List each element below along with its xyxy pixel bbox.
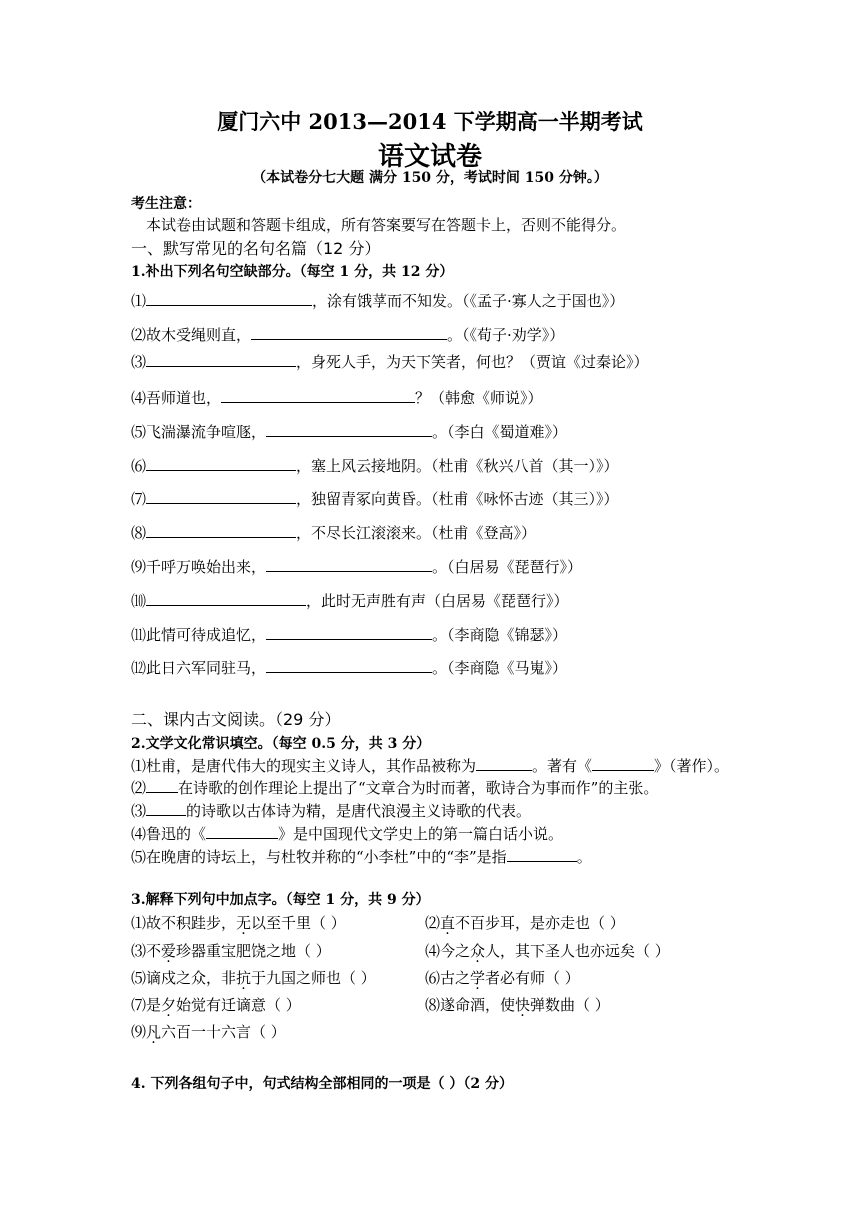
item-number: ⑹ — [131, 457, 147, 475]
q3-item-6: ⑹古之学者必有师（ ） — [425, 969, 580, 987]
answer-blank — [251, 325, 447, 340]
q2-line-3: ⑶ 的诗歌以古体诗为精，是唐代浪漫主义诗歌的代表。 — [131, 802, 532, 820]
q3-item-4: ⑷今之众人，其下圣人也亦远矣（ ） — [425, 942, 670, 960]
fill-item-4: ⑷吾师道也， ？（韩愈《师说》） — [131, 389, 543, 407]
answer-blank — [146, 778, 178, 793]
q3-item-3: ⑶不爱珍器重宝肥饶之地（ ） — [131, 942, 331, 960]
answer-blank — [146, 801, 186, 816]
exam-title: 厦门六中 2013—2014 下学期高一半期考试 — [217, 109, 643, 134]
item-number: ⑸ — [131, 423, 147, 441]
fill-item-1: ⑴ ，涂有饿莩而不知发。（《孟子·寡人之于国也》） — [131, 292, 625, 310]
answer-blank — [266, 625, 432, 640]
fill-item-9: ⑼千呼万唤始出来， 。（白居易《琵琶行》） — [131, 558, 583, 576]
fill-item-8: ⑻ ，不尽长江滚滚来。（杜甫《登高》） — [131, 524, 537, 542]
item-number: ⑶ — [131, 353, 147, 371]
question-4-title: 4. 下列各组句子中，句式结构全部相同的一项是（ ）（2 分） — [131, 1076, 513, 1092]
notice-label: 考生注意： — [131, 196, 201, 212]
dotted-char: 抗 — [236, 969, 252, 987]
q2-line-4: ⑷鲁迅的《 》是中国现代文学史上的第一篇白话小说。 — [131, 825, 564, 843]
fill-item-7: ⑺ ，独留青冢向黄昏。（杜甫《咏怀古迹（其三）》） — [131, 490, 619, 508]
dotted-char: 快 — [515, 996, 531, 1014]
fill-item-2: ⑵故木受绳则直， 。（《荀子·劝学》） — [131, 326, 565, 344]
dotted-char: 直 — [440, 914, 456, 932]
fill-item-12: ⑿此日六军同驻马， 。（李商隐《马嵬》） — [131, 659, 568, 677]
exam-subject-title: 语文试卷 — [377, 142, 482, 172]
answer-blank — [221, 388, 415, 403]
item-number: ⑺ — [131, 490, 147, 508]
dotted-char: 凡 — [146, 1023, 162, 1041]
item-number: ⑴ — [131, 292, 147, 310]
answer-blank — [266, 422, 432, 437]
answer-blank — [507, 847, 577, 862]
q3-item-5: ⑸谪戍之众，非抗于九国之师也（ ） — [131, 969, 376, 987]
question-2-title: 2.文学文化常识填空。（每空 0.5 分，共 3 分） — [131, 736, 431, 752]
answer-blank — [146, 523, 296, 538]
question-1-title: 1.补出下列名句空缺部分。（每空 1 分，共 12 分） — [131, 264, 454, 280]
section2-heading: 二、课内古文阅读。（29 分） — [131, 710, 341, 729]
q3-item-7: ⑺是夕始觉有迁谪意（ ） — [131, 996, 301, 1014]
section1-heading: 一、默写常见的名句名篇（12 分） — [131, 239, 381, 258]
fill-item-10: ⑽ ，此时无声胜有声（白居易《琵琶行》） — [131, 592, 569, 610]
dotted-char: 无 — [236, 914, 252, 932]
item-number: ⑻ — [131, 524, 147, 542]
q3-item-1: ⑴故不积跬步，无以至千里（ ） — [131, 914, 346, 932]
notice-text: 本试卷由试题和答题卡组成，所有答案要写在答题卡上，否则不能得分。 — [146, 216, 627, 234]
answer-blank — [146, 489, 296, 504]
q3-item-2: ⑵直不百步耳，是亦走也（ ） — [425, 914, 625, 932]
item-number: ⑼ — [131, 558, 147, 576]
answer-blank — [206, 824, 278, 839]
answer-blank — [146, 591, 306, 606]
answer-blank — [146, 352, 296, 367]
item-number: ⑵ — [131, 326, 147, 344]
answer-blank — [146, 291, 312, 306]
q2-line-1: ⑴杜甫，是唐代伟大的现实主义诗人，其作品被称为 。著有《 》（著作）。 — [131, 757, 730, 775]
answer-blank — [266, 557, 432, 572]
item-number: ⑷ — [131, 389, 147, 407]
item-number: ⑿ — [131, 659, 147, 677]
answer-blank — [592, 756, 654, 771]
dotted-char: 爱 — [161, 942, 177, 960]
dotted-char: 众 — [470, 942, 486, 960]
answer-blank — [476, 756, 532, 771]
item-number: ⑾ — [131, 626, 147, 644]
item-number: ⑽ — [131, 592, 147, 610]
answer-blank — [146, 456, 296, 471]
fill-item-6: ⑹ ，塞上风云接地阴。（杜甫《秋兴八首（其一）》） — [131, 457, 619, 475]
exam-subtitle: （本试卷分七大题 满分 150 分，考试时间 150 分钟。） — [252, 170, 608, 186]
question-3-title: 3.解释下列句中加点字。（每空 1 分，共 9 分） — [131, 892, 430, 908]
dotted-char: 夕 — [161, 996, 177, 1014]
q3-item-9: ⑼凡六百一十六言（ ） — [131, 1023, 286, 1041]
dotted-char: 学 — [470, 969, 486, 987]
q3-item-8: ⑻遂命酒，使快弹数曲（ ） — [425, 996, 610, 1014]
fill-item-11: ⑾此情可待成追忆， 。（李商隐《锦瑟》） — [131, 626, 568, 644]
fill-item-3: ⑶ ，身死人手，为天下笑者，何也？（贾谊《过秦论》） — [131, 353, 649, 371]
q2-line-2: ⑵ 在诗歌的创作理论上提出了“文章合为时而著，歌诗合为事而作”的主张。 — [131, 779, 659, 797]
answer-blank — [266, 658, 432, 673]
fill-item-5: ⑸飞湍瀑流争喧豗， 。（李白《蜀道难》） — [131, 423, 568, 441]
q2-line-5: ⑸在晚唐的诗坛上，与杜牧并称的“小李杜”中的“李”是指 。 — [131, 848, 592, 866]
